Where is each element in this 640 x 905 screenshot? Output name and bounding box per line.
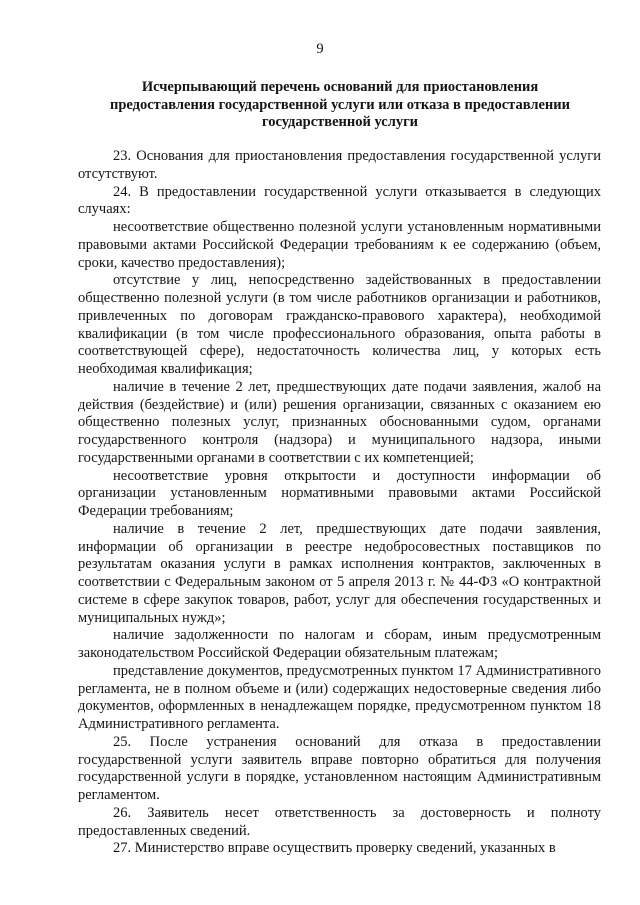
refusal-item-incomplete-documents: представление документов, предусмотренных пунктом 17 Административного регламента, не в полном объеме и (или) содержащих недостоверные сведения либо документов, оформленных в ненадлежащем порядке, предусмотренном пунктом 18 Административного регламента. bbox=[78, 662, 601, 732]
refusal-item-tax-arrears: наличие задолженности по налогам и сборам, иным предусмотренным законодательством Российской Федерации обязательным платежам; bbox=[78, 627, 601, 661]
section-title bbox=[100, 79, 580, 132]
paragraph-24-refusal-cases: 24. В предоставлении государственной услуги отказывается в следующих случаях: bbox=[78, 183, 601, 218]
section-title-line: предоставления государственной услуги или отказа в предоставлении bbox=[110, 96, 570, 113]
refusal-item-justified-complaints: наличие в течение 2 лет, предшествующих дате подачи заявления, жалоб на действия (бездействие) и (или) решения организации, связанных с оказанием ею общественно полезных услуг, признанных обоснованными судом, органами государственного контроля (надзора) и муниципального надзора, иными государственными органами в соответствии с их компетенцией; bbox=[78, 378, 601, 466]
section-title-line: Исчерпывающий перечень оснований для приостановления bbox=[141, 79, 539, 95]
document-body bbox=[78, 148, 601, 858]
page-number: 9 bbox=[316, 41, 324, 57]
refusal-item-service-nonconformity: несоответствие общественно полезной услуги установленным нормативными правовыми актами Российской Федерации требованиям к ее содержанию (объем, сроки, качество предоставления); bbox=[78, 219, 601, 271]
paragraph-23-no-suspension-grounds: 23. Основания для приостановления предоставления государственной услуги отсутствуют. bbox=[78, 148, 601, 182]
refusal-item-lack-of-qualification: отсутствие у лиц, непосредственно задействованных в предоставлении общественно полезной услуги (в том числе работников организации и работников, привлеченных по договорам гражданско-правового характера), необходимой квалификации (в том числе профессионального образования, опыта работы в соответствующей сфере), недостаточность количества лиц, у которых есть необходимая квалификация; bbox=[78, 272, 601, 377]
section-title-line: государственной услуги bbox=[261, 114, 419, 130]
paragraph-27-ministry-verification: 27. Министерство вправе осуществить проверку сведений, указанных в bbox=[113, 840, 556, 857]
refusal-item-unfair-suppliers-registry: наличие в течение 2 лет, предшествующих дате подачи заявления, информации об организации в реестре недобросовестных поставщиков по результатам оказания услуги в рамках исполнения контрактов, заключенных в соответствии с Федеральным законом от 5 апреля 2013 г. № 44-ФЗ «О контрактной системе в сфере закупок товаров, работ, услуг для обеспечения государственных и муниципальных нужд»; bbox=[78, 520, 601, 626]
refusal-item-information-openness: несоответствие уровня открытости и доступности информации об организации установленным нормативными правовыми актами Российской Федерации требованиям; bbox=[78, 467, 601, 519]
paragraph-25-reapplication: 25. После устранения оснований для отказа в предоставлении государственной услуги заявитель вправе повторно обратиться для получения государственной услуги в порядке, установленном настоящим Административным регламентом. bbox=[78, 733, 601, 803]
paragraph-26-applicant-responsibility: 26. Заявитель несет ответственность за достоверность и полноту предоставленных сведений. bbox=[78, 804, 601, 839]
